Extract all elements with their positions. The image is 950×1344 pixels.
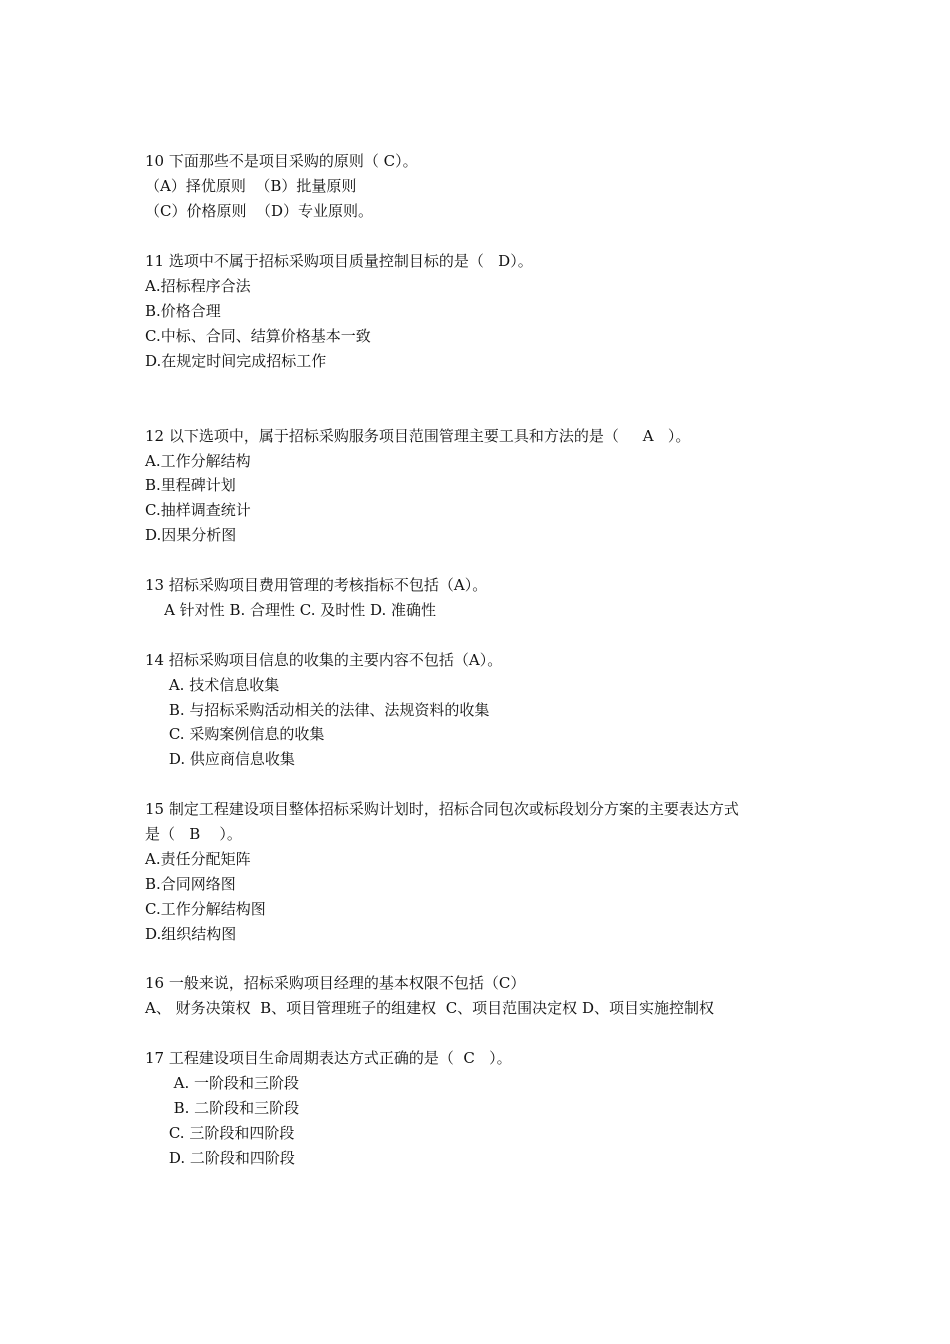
question-13-stem: 13 招标采购项目费用管理的考核指标不包括（A）。 [145,576,488,594]
question-14-option-c: C. 采购案例信息的收集 [145,725,325,743]
question-10-options-cd: （C）价格原则 （D）专业原则。 [145,202,374,220]
question-14-option-d: D. 供应商信息收集 [145,750,295,768]
question-11-stem: 11 选项中不属于招标采购项目质量控制目标的是（ D）。 [145,252,533,270]
question-12-option-a: A.工作分解结构 [145,452,251,470]
question-14-stem: 14 招标采购项目信息的收集的主要内容不包括（A）。 [145,651,503,669]
question-11-option-a: A.招标程序合法 [145,277,251,295]
question-15-option-c: C.工作分解结构图 [145,900,266,918]
question-14-option-a: A. 技术信息收集 [145,676,280,694]
question-17-option-a: A. 一阶段和三阶段 [145,1074,299,1092]
question-14-option-b: B. 与招标采购活动相关的法律、法规资料的收集 [145,701,490,719]
question-15-option-d: D.组织结构图 [145,925,237,943]
question-16-stem: 16 一般来说，招标采购项目经理的基本权限不包括（C） [145,974,526,992]
question-15-stem: 15 制定工程建设项目整体招标采购计划时，招标合同包次或标段划分方案的主要表达方式 [145,800,739,818]
question-11-option-b: B.价格合理 [145,302,221,320]
question-17-stem: 17 工程建设项目生命周期表达方式正确的是（ C ）。 [145,1049,512,1067]
question-17-option-b: B. 二阶段和三阶段 [145,1099,300,1117]
question-15-option-b: B.合同网络图 [145,875,236,893]
question-12-option-b: B.里程碑计划 [145,476,236,494]
question-17-option-c: C. 三阶段和四阶段 [145,1124,295,1142]
question-13-options: A 针对性 B. 合理性 C. 及时性 D. 准确性 [145,601,437,619]
question-10-options-ab: （A）择优原则 （B）批量原则 [145,177,357,195]
question-17-option-d: D. 二阶段和四阶段 [145,1149,295,1167]
question-16-options: A、 财务决策权 B、项目管理班子的组建权 C、项目范围决定权 D、项目实施控制权 [145,999,714,1017]
question-11-option-d: D.在规定时间完成招标工作 [145,352,327,370]
question-15-option-a: A.责任分配矩阵 [145,850,251,868]
question-12-option-c: C.抽样调查统计 [145,501,251,519]
question-12-option-d: D.因果分析图 [145,526,237,544]
question-11-option-c: C.中标、合同、结算价格基本一致 [145,327,371,345]
question-15-stem-continued: 是（ B ）。 [145,825,242,843]
question-12-stem: 12 以下选项中，属于招标采购服务项目范围管理主要工具和方法的是（ A ）。 [145,427,691,445]
question-10-stem: 10 下面那些不是项目采购的原则（ C）。 [145,152,418,170]
